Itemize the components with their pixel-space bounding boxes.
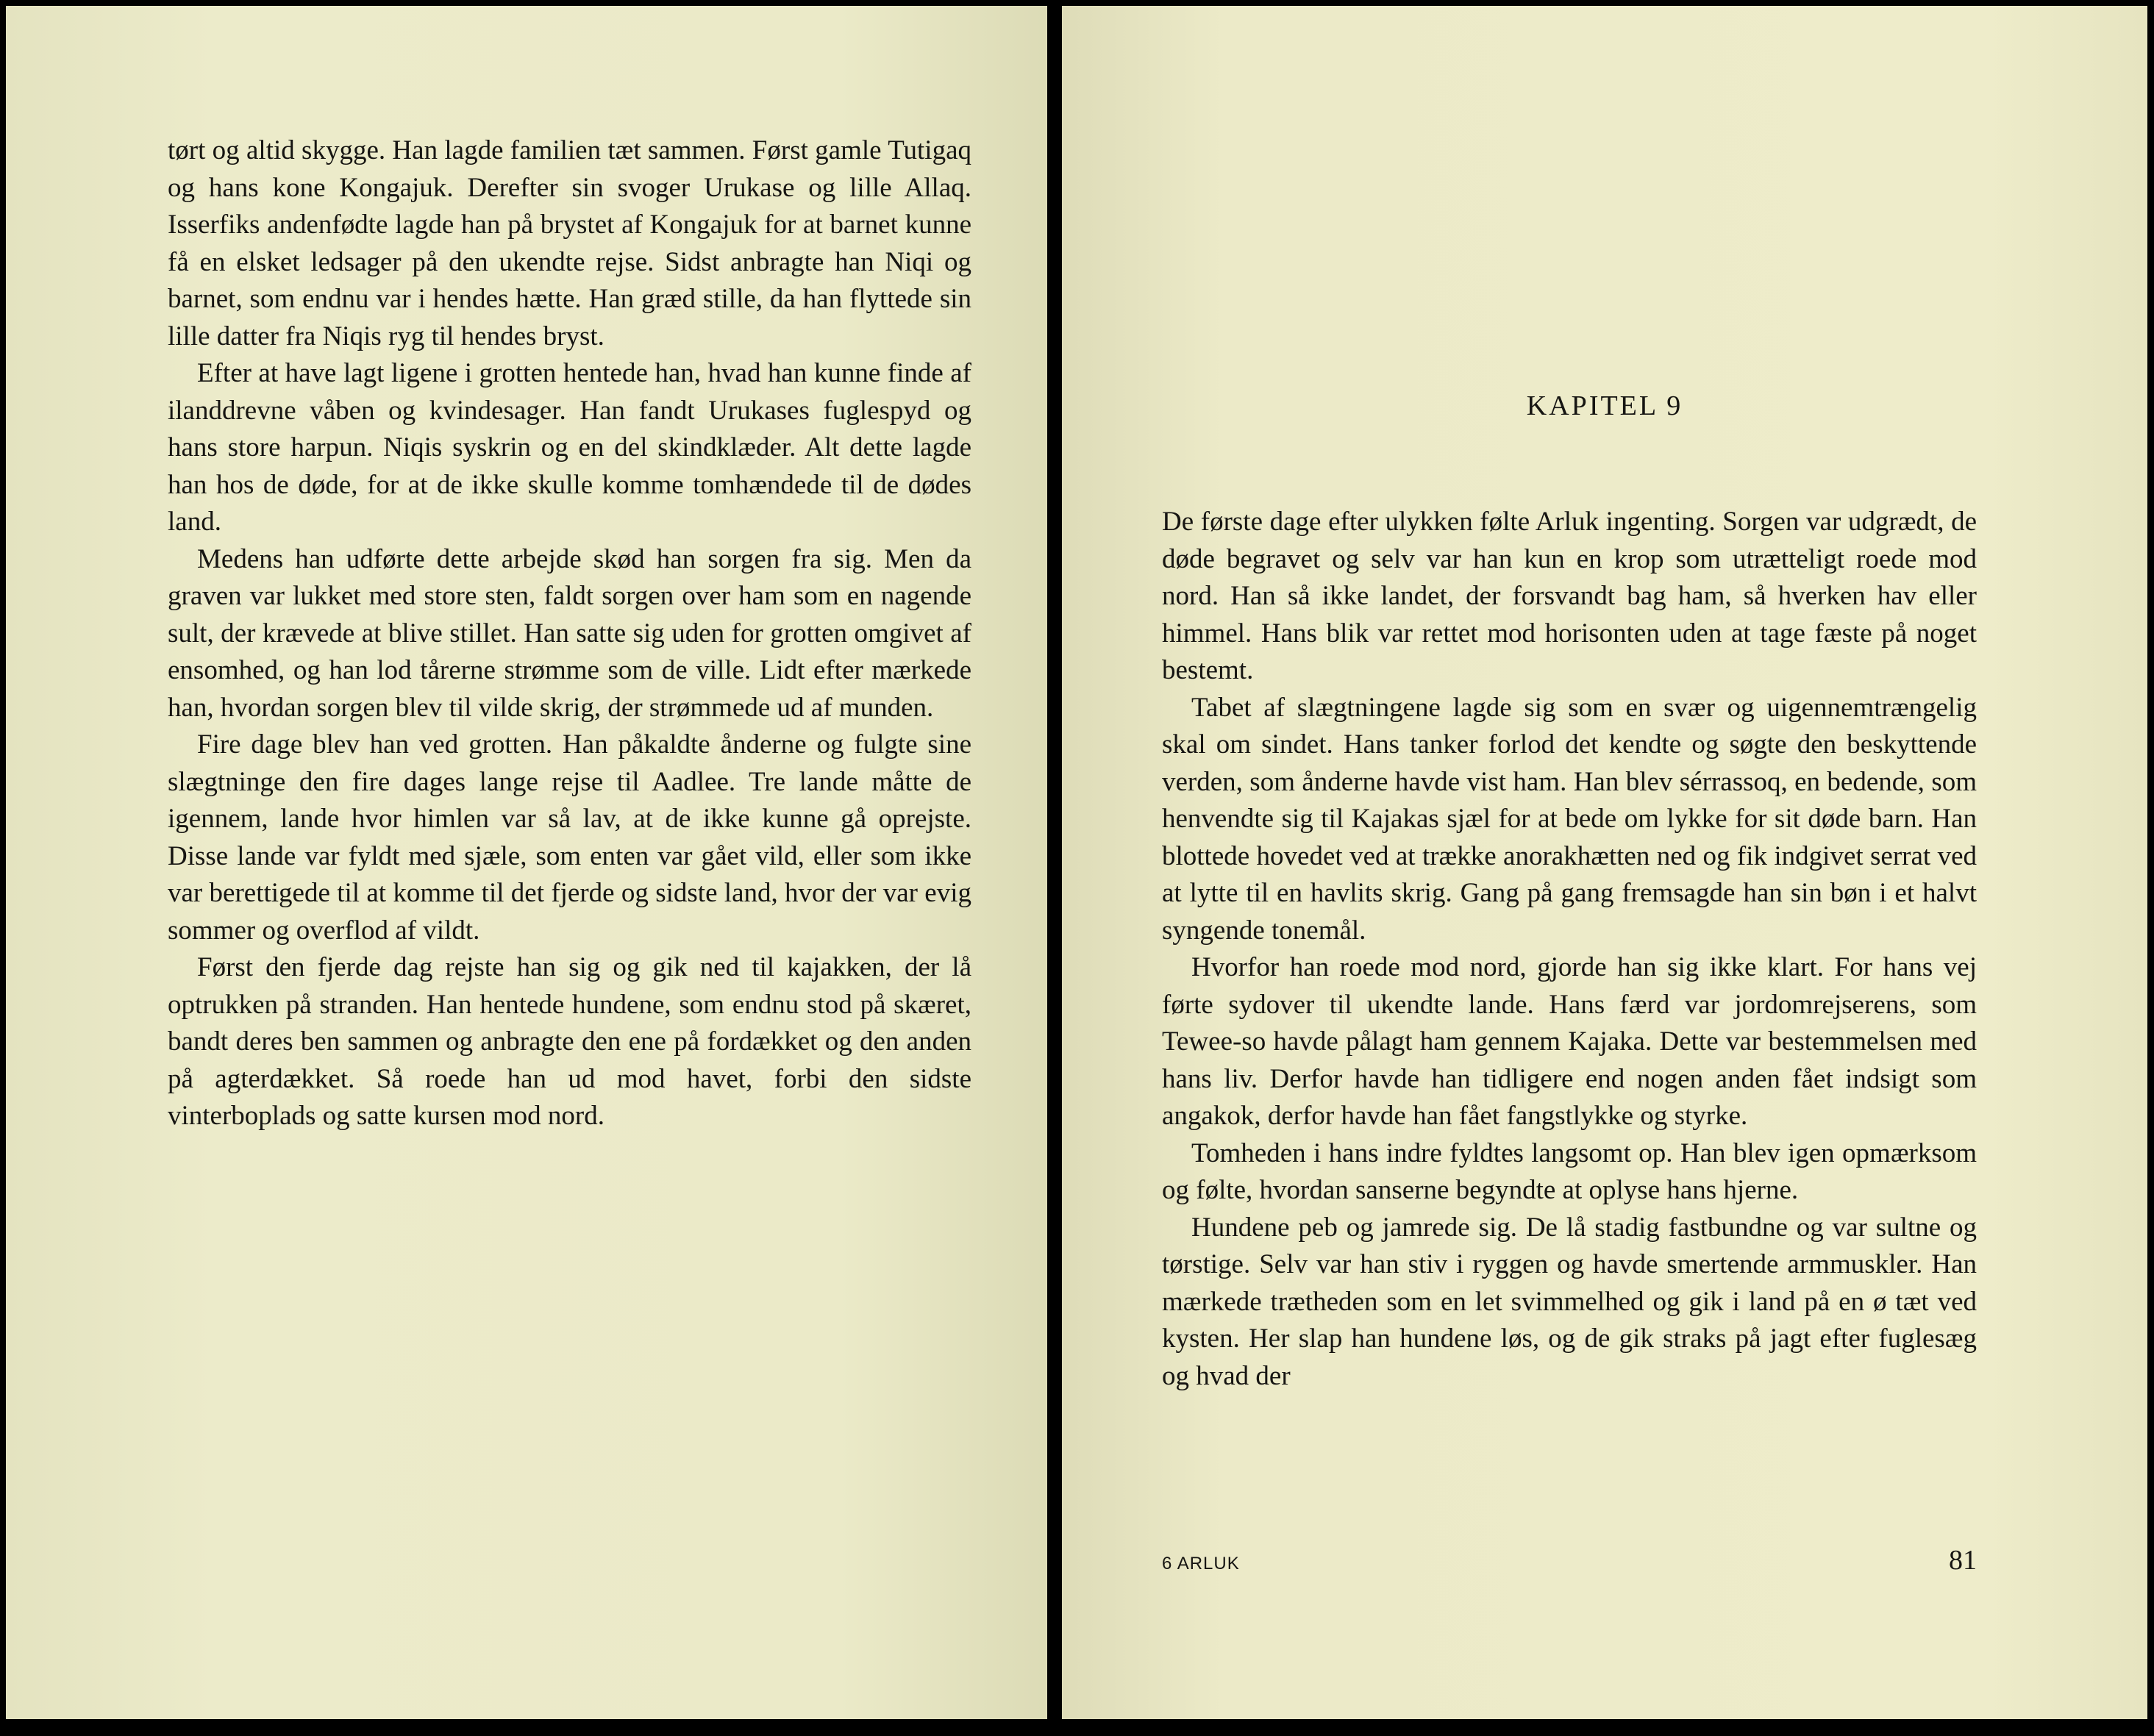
paragraph: Tomheden i hans indre fyldtes langsomt op. Han blev igen opmærksom og følte, hvordan sanserne begyndte at oplyse hans hjerne. xyxy=(1162,1137,1977,1205)
paragraph: Efter at have lagt ligene i grotten hentede han, hvad han kunne finde af ilanddrevne våben og kvindesager. Han fandt Urukases fuglespyd og hans store harpun. Niqis syskrin og en del skindklæder. Alt dette lagde han hos de døde, for at de ikke skulle komme tomhændede til de dødes land. xyxy=(168,358,971,537)
right-page xyxy=(1062,6,2147,1719)
right-page-body xyxy=(1162,504,1977,1395)
paragraph: Tabet af slægtningene lagde sig som en svær og uigennemtrængelig skal om sindet. Hans tanker forlod det kendte og søgte den beskyttende verden, som ånderne havde vist ham. Han blev sérrassoq, en bedende, som henvendte sig til Kajakas sjæl for at bede om lykke for sit døde barn. Han blottede hovedet ved at trække anorakhætten ned og fik indgivet serrat ved at lytte til en havlits skrig. Gang på gang fremsagde han sin bøn i et halvt syngende tonemål. xyxy=(1162,692,1977,946)
footer-signature: 6 ARLUK xyxy=(1162,1554,1240,1574)
left-page-body xyxy=(168,132,971,1135)
paragraph: tørt og altid skygge. Han lagde familien tæt sammen. Først gamle Tutigaq og hans kone Kongajuk. Derefter sin svoger Urukase og lille Allaq. Isserfiks andenfødte lagde han på brystet af Kongajuk for at barnet kunne få en elsket ledsager på den ukendte rejse. Sidst anbragte han Niqi og barnet, som endnu var i hendes hætte. Han græd stille, da han flyttede sin lille datter fra Niqis ryg til hendes bryst. xyxy=(168,135,971,351)
paragraph: Hvorfor han roede mod nord, gjorde han sig ikke klart. For hans vej førte sydover til ukendte lande. Hans færd var jordomrejserens, som Tewee-so havde pålagt ham gennem Kajaka. Dette var bestemmelsen med hans liv. Derfor havde han tidligere end nogen anden fået indsigt som angakok, derfor havde han fået fangstlykke og styrke. xyxy=(1162,952,1977,1131)
paragraph: Først den fjerde dag rejste han sig og gik ned til kajakken, der lå optrukken på stranden. Han hentede hundene, som endnu stod på skæret, bandt deres ben sammen og anbragte den ene på fordækket og den anden på agterdækket. Så roede han ud mod havet, forbi den sidste vinterboplads og satte kursen mod nord. xyxy=(168,952,971,1131)
paragraph: Medens han udførte dette arbejde skød han sorgen fra sig. Men da graven var lukket med store sten, faldt sorgen over ham som en nagende sult, der krævede at blive stillet. Han satte sig uden for grotten omgivet af ensomhed, og han lod tårerne strømme som de ville. Lidt efter mærkede han, hvordan sorgen blev til vilde skrig, der strømmede ud af munden. xyxy=(168,543,971,723)
paragraph: De første dage efter ulykken følte Arluk ingenting. Sorgen var udgrædt, de døde begravet og selv var han kun en krop som utrætteligt roede mod nord. Han så ikke landet, der forsvandt bag ham, så hverken hav eller himmel. Hans blik var rettet mod horisonten uden at tage fæste på noget bestemt. xyxy=(1162,507,1977,685)
paragraph: Hundene peb og jamrede sig. De lå stadig fastbundne og var sultne og tørstige. Selv var han stiv i ryggen og havde smertende armmuskler. Han mærkede trætheden som en let svimmelhed og gik i land på en ø tæt ved kysten. Her slap han hundene løs, og de gik straks på jagt efter fuglesæg og hvad der xyxy=(1162,1212,1977,1391)
page-number: 81 xyxy=(1949,1545,1977,1576)
paragraph: Fire dage blev han ved grotten. Han påkaldte ånderne og fulgte sine slægtninge den fire dages lange rejse til Aadlee. Tre lande måtte de igennem, lande hvor himlen var så lav, at de ikke kunne gå oprejste. Disse lande var fyldt med sjæle, som enten var gået vild, eller som ikke var berettigede til at komme til det fjerde og sidste land, hvor der var evig sommer og overflod af vildt. xyxy=(168,729,971,946)
chapter-title: KAPITEL 9 xyxy=(1526,390,1683,421)
left-page xyxy=(6,6,1047,1719)
